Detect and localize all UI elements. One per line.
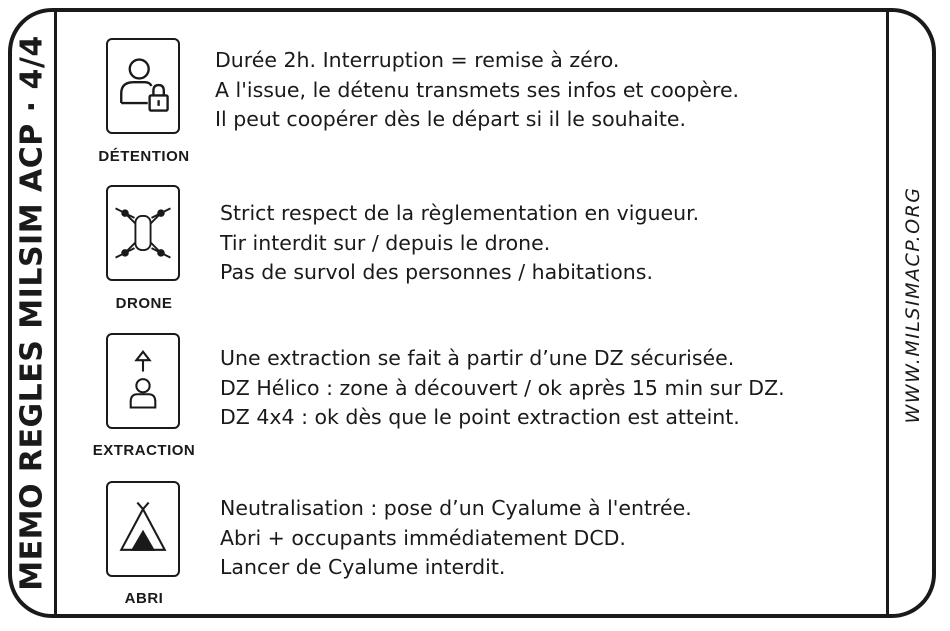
text-line: Tir interdit sur / depuis le drone. bbox=[220, 230, 551, 255]
section-label-detention: DÉTENTION bbox=[98, 148, 190, 165]
section-text-drone bbox=[220, 199, 699, 288]
memo-title: MEMO REGLES MILSIM ACP · 4/4 bbox=[14, 35, 50, 591]
website-url: WWW.MILSIMACP.ORG bbox=[902, 186, 924, 424]
tent-icon bbox=[106, 481, 180, 577]
section-text-extraction bbox=[220, 344, 785, 433]
person-lock-icon bbox=[106, 38, 180, 134]
section-label-extraction: EXTRACTION bbox=[92, 442, 196, 459]
text-line: DZ 4x4 : ok dès que le point extraction est atteint. bbox=[220, 405, 740, 429]
text-line: Durée 2h. Interruption = remise à zéro. bbox=[215, 48, 620, 72]
person-arrow-up-icon bbox=[106, 333, 180, 429]
right-divider bbox=[886, 12, 889, 618]
text-line: Neutralisation : pose d’un Cyalume à l'entrée. bbox=[220, 496, 692, 520]
text-line: Strict respect de la règlementation en vigueur. bbox=[220, 201, 700, 225]
left-divider bbox=[54, 12, 57, 618]
section-label-drone: DRONE bbox=[115, 295, 173, 312]
text-line: Une extraction se fait à partir d’une DZ sécurisée. bbox=[220, 346, 735, 370]
text-line: A l'issue, le détenu transmets ses infos et coopère. bbox=[215, 77, 740, 102]
text-line: Pas de survol des personnes / habitations. bbox=[220, 260, 653, 284]
text-line: Lancer de Cyalume interdit. bbox=[220, 555, 506, 579]
text-line: DZ Hélico : zone à découvert / ok après 15 min sur DZ. bbox=[220, 375, 785, 400]
section-text-detention bbox=[215, 46, 739, 135]
text-line: Il peut coopérer dès le départ si il le souhaite. bbox=[215, 107, 687, 131]
drone-icon bbox=[106, 185, 180, 281]
section-text-abri bbox=[220, 494, 692, 583]
text-line: Abri + occupants immédiatement DCD. bbox=[220, 525, 626, 550]
section-label-abri: ABRI bbox=[124, 590, 164, 607]
